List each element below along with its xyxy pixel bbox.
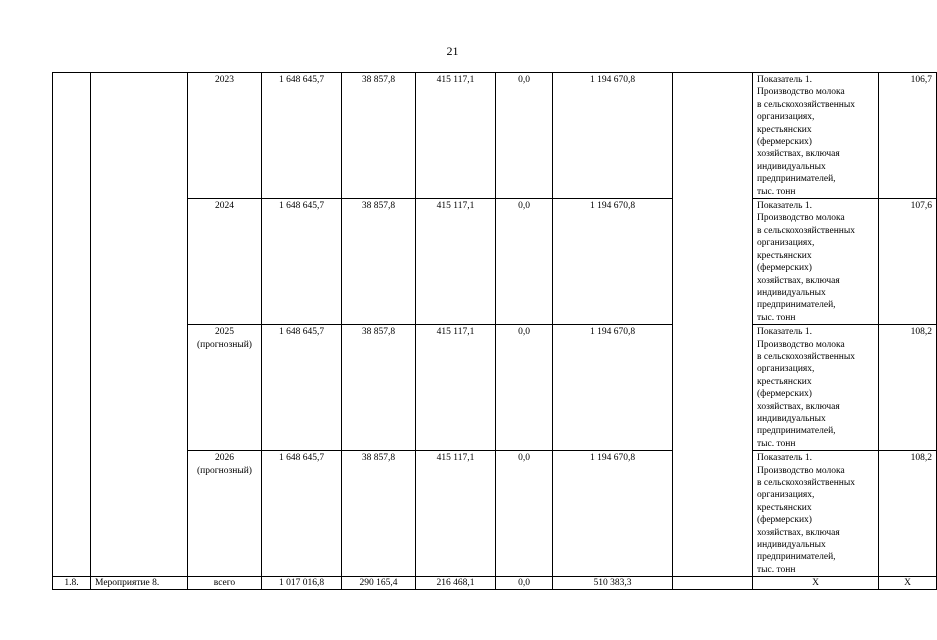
year-note: (прогнозный) (197, 339, 252, 350)
year-label: 2023 (215, 75, 234, 85)
cell-total: 1 648 645,7 (262, 199, 342, 325)
cell-col2: 38 857,8 (342, 199, 416, 325)
cell-col4: 0,0 (496, 73, 553, 199)
cell-indicator (753, 325, 879, 451)
year-label: 2026 (215, 453, 234, 464)
year-label: 2024 (215, 201, 234, 212)
cell-col2: 38 857,8 (342, 73, 416, 199)
cell-col3: 415 117,1 (416, 199, 496, 325)
cell-year (188, 325, 262, 451)
indicator-text: Показатель 1. Производство молока в сельскохозяйственных организациях, крестьянских (фермерских) хозяйствах, включая индивидуальных предпринимателей, тыс. тонн (757, 75, 856, 197)
page-number: 21 (446, 44, 459, 58)
cell-col6 (673, 577, 753, 590)
cell-col4: 0,0 (496, 451, 553, 577)
cell-col2: 38 857,8 (342, 451, 416, 577)
table-row (53, 73, 937, 199)
cell-total: 1 648 645,7 (262, 325, 342, 451)
cell-col2: 38 857,8 (342, 325, 416, 451)
cell-year (188, 199, 262, 325)
cell-name-empty (91, 73, 188, 577)
cell-indicator (753, 199, 879, 325)
cell-col5: 1 194 670,8 (553, 73, 673, 199)
cell-col3: 415 117,1 (416, 73, 496, 199)
cell-col6-empty (673, 73, 753, 577)
cell-col2: 290 165,4 (342, 577, 416, 590)
cell-value: Х (879, 577, 937, 590)
cell-col5: 510 383,3 (553, 577, 673, 590)
cell-name: Мероприятие 8. (91, 577, 188, 590)
indicator-text: Показатель 1. Производство молока в сельскохозяйственных организациях, крестьянских (фермерских) хозяйствах, включая индивидуальных предпринимателей, тыс. тонн (757, 453, 856, 575)
cell-total: 1 648 645,7 (262, 451, 342, 577)
cell-col4: 0,0 (496, 325, 553, 451)
cell-value: 106,7 (879, 73, 937, 199)
cell-indicator (753, 73, 879, 199)
cell-col3: 415 117,1 (416, 325, 496, 451)
cell-col4: 0,0 (496, 577, 553, 590)
year-note: (прогнозный) (197, 465, 252, 476)
cell-col5: 1 194 670,8 (553, 325, 673, 451)
cell-col3: 216 468,1 (416, 577, 496, 590)
cell-value: 108,2 (879, 451, 937, 577)
cell-num-empty (53, 73, 91, 577)
cell-indicator: Х (753, 577, 879, 590)
cell-value: 107,6 (879, 199, 937, 325)
cell-indicator (753, 451, 879, 577)
cell-col5: 1 194 670,8 (553, 199, 673, 325)
cell-col5: 1 194 670,8 (553, 451, 673, 577)
table-row-measure (53, 577, 937, 590)
indicator-text: Показатель 1. Производство молока в сельскохозяйственных организациях, крестьянских (фермерских) хозяйствах, включая индивидуальных предпринимателей, тыс. тонн (757, 327, 856, 449)
cell-year (188, 73, 262, 199)
indicator-text: Показатель 1. Производство молока в сельскохозяйственных организациях, крестьянских (фермерских) хозяйствах, включая индивидуальных предпринимателей, тыс. тонн (757, 201, 856, 323)
cell-total: 1 017 016,8 (262, 577, 342, 590)
cell-total: 1 648 645,7 (262, 73, 342, 199)
program-table (52, 72, 937, 590)
cell-col3: 415 117,1 (416, 451, 496, 577)
cell-year (188, 451, 262, 577)
cell-value: 108,2 (879, 325, 937, 451)
year-label: 2025 (215, 327, 234, 338)
cell-col4: 0,0 (496, 199, 553, 325)
cell-num: 1.8. (53, 577, 91, 590)
cell-period: всего (188, 577, 262, 590)
